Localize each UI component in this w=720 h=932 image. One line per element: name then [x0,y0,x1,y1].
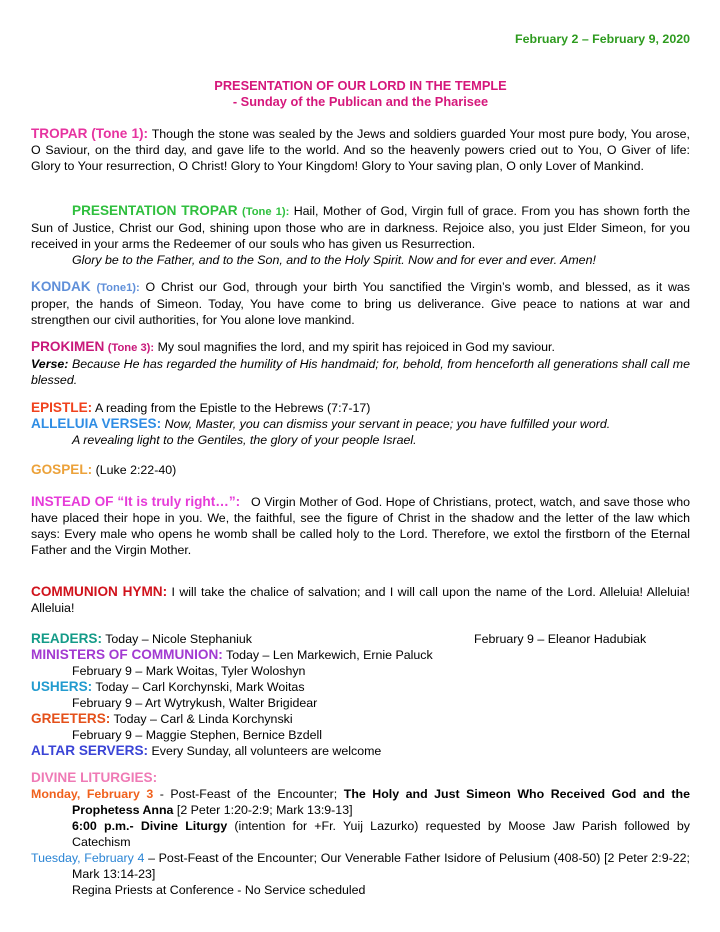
epistle-text: A reading from the Epistle to the Hebrews (7:7-17) [94,401,371,415]
prokimen-tone: (Tone 3): [107,342,155,354]
prokimen-text: My soul magnifies the lord, and my spirit has rejoiced in God my saviour. [157,340,555,354]
ushers-today: Today – Carl Korchynski, Mark Woitas [95,680,305,694]
gospel-text: (Luke 2:22-40) [95,463,177,477]
tuesday-label: Tuesday, February 4 [31,851,145,865]
monday-liturgy-time: 6:00 p.m.- Divine Liturgy [72,819,228,833]
communion-text: I will take the chalice of salvation; and I will call upon the name of the Lord. Alleluia! Alleluia! Alleluia! [31,585,690,615]
kondak-text: O Christ our God, through your birth You sanctified the Virgin’s womb, and blessed, as it was proper, the hands of Simeon. Today, You have come to bring us deliverance. Give peace to nations at war and strengthen our civil authorities, for You alone love mankind. [31,280,690,327]
monday-feast: The Holy and Just Simeon Who Received God and the Prophetess Anna [72,787,690,817]
tropar-label: TROPAR [31,126,88,141]
monday-refs: [2 Peter 1:20-2:9; Mark 13:9-13] [173,803,353,817]
gospel-section [31,462,690,478]
ministers-label: MINISTERS OF COMMUNION: [31,647,223,662]
alleluia-text: Now, Master, you can dismiss your servant in peace; you have fulfilled your word. [164,417,611,431]
ministers-feb9: February 9 – Mark Woitas, Tyler Woloshyn [72,664,306,678]
tuesday-text: – Post-Feast of the Encounter; Our Venerable Father Isidore of Pelusium (408-50) [2 Peter 2:9-22; Mark 13:14-23] [72,851,690,881]
date-range: February 2 – February 9, 2020 [515,32,690,46]
epistle-section [31,400,690,448]
prokimen-label: PROKIMEN [31,339,105,354]
glory-doxology: Glory be to the Father, and to the Son, and to the Holy Spirit. Now and for ever and ever. Amen! [72,253,596,267]
greeters-label: GREETERS: [31,711,111,726]
readers-row [31,631,690,647]
page-subtitle: - Sunday of the Publican and the Pharisee [232,94,489,109]
epistle-label: EPISTLE: [31,400,93,415]
divine-liturgies-label: DIVINE LITURGIES: [31,770,158,785]
alleluia-label: ALLELUIA VERSES: [31,416,162,431]
presentation-tropar-text: Hail, Mother of God, Virgin full of grace. From you has shown forth the Sun of Justice, Christ our God, shining upon those who are in darkness. Rejoice also, you just Elder Simeon, for you received in your arms the Redeemer of our souls who has given us Resurrection. [31,204,690,251]
greeters-feb9: February 9 – Maggie Stephen, Bernice Bzdell [72,728,323,742]
presentation-tropar-section [31,203,690,268]
ministers-today: Today – Len Markewich, Ernie Paluck [226,648,433,662]
presentation-tropar-label: PRESENTATION TROPAR [72,203,238,218]
verse-text: Because He has regarded the humility of His handmaid; for, behold, from henceforth all generations shall call me blessed. [31,357,690,387]
instead-of-label: INSTEAD OF “It is truly right…”: [31,494,241,509]
tropar-section [31,126,690,174]
alleluia-line2: A revealing light to the Gentiles, the glory of your people Israel. [72,433,417,447]
page-title: PRESENTATION OF OUR LORD IN THE TEMPLE [214,78,507,93]
monday-text: - Post-Feast of the Encounter; [153,787,344,801]
roster-section [31,631,690,759]
prokimen-section [31,339,690,388]
monday-liturgy-text: (intention for +Fr. Yuij Lazurko) requested by Moose Jaw Parish followed by Catechism [72,819,690,849]
communion-label: COMMUNION HYMN: [31,584,168,599]
readers-today: Today – Nicole Stephaniuk [105,632,252,646]
readers-label: READERS: [31,631,102,646]
gospel-label: GOSPEL: [31,462,93,477]
instead-of-section [31,494,690,558]
presentation-tropar-tone: (Tone 1): [241,206,290,218]
verse-label: Verse: [31,357,69,371]
kondak-tone: (Tone1): [96,282,140,294]
altar-servers-label: ALTAR SERVERS: [31,743,149,758]
kondak-label: KONDAK [31,279,91,294]
monday-label: Monday, February 3 [31,787,154,801]
divine-liturgies-section [31,770,690,898]
tuesday-note: Regina Priests at Conference - No Service scheduled [72,883,366,897]
ushers-feb9: February 9 – Art Wytrykush, Walter Brigidear [72,696,318,710]
tropar-tone: (Tone 1): [91,126,149,141]
altar-servers-text: Every Sunday, all volunteers are welcome [151,744,382,758]
communion-section [31,584,690,616]
ushers-label: USHERS: [31,679,93,694]
greeters-today: Today – Carl & Linda Korchynski [113,712,293,726]
readers-feb9: February 9 – Eleanor Hadubiak [474,632,647,646]
kondak-section [31,279,690,328]
tropar-text: Though the stone was sealed by the Jews and soldiers guarded Your most pure body, You arose, O Saviour, on the third day, and gave life to the world. And so the heavenly powers cried out to You, O Giver of life: Glory to Your resurrection, O Christ! Glory to Your Kingdom! Glory to Your saving plan, O only Lover of Mankind. [31,127,690,173]
instead-of-text: O Virgin Mother of God. Hope of Christians, protect, watch, and save those who have placed their hope in you. We, the faithful, see the figure of Christ in the shadow and the letter of the law which says: Every male who opens he womb shall be called holy to the Lord. Therefore, we extol the firstborn of the Eternal Father and the Virgin Mother. [31,495,691,557]
